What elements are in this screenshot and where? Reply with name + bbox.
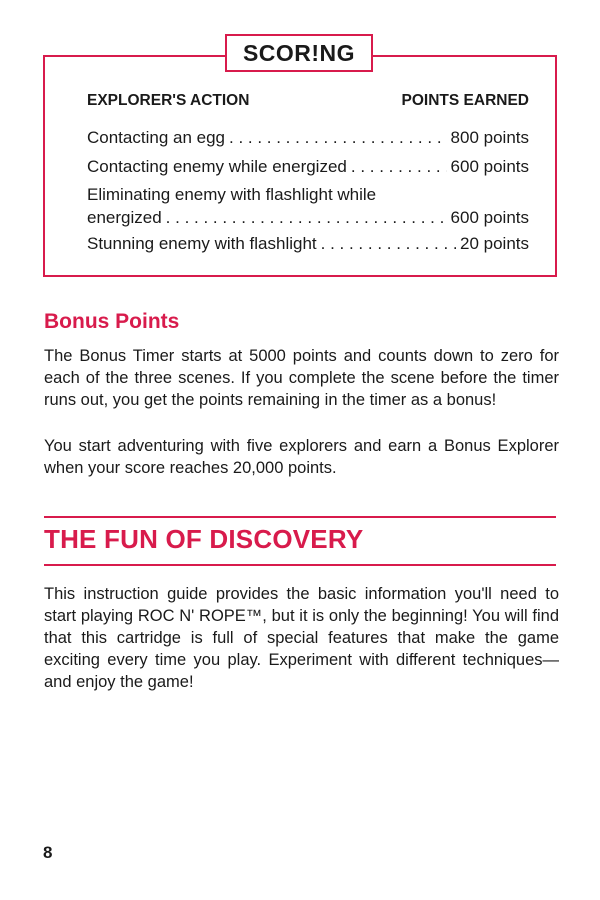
header-points-earned: POINTS EARNED	[401, 92, 529, 109]
score-action: Contacting enemy while energized	[87, 157, 347, 176]
discovery-heading: THE FUN OF DISCOVERY	[44, 524, 364, 554]
score-row-stunning-enemy	[87, 232, 529, 255]
score-row-egg	[87, 126, 529, 149]
dot-leader	[321, 232, 456, 255]
discovery-paragraph: This instruction guide provides the basic information you'll need to start playing ROC N' ROPE™, but it is only the beginning! You will find that this cartridge is full of special features that make the game exciting every time you play. Experiment with different techniques—and enjoy the game!	[44, 585, 559, 691]
score-points: 800 points	[450, 128, 529, 147]
dot-leader	[166, 206, 447, 229]
score-action-line1: Eliminating enemy with flashlight while	[87, 185, 377, 204]
bottom-divider	[44, 564, 556, 566]
score-points: 600 points	[450, 157, 529, 176]
scoring-title: SCOR!NG	[225, 34, 373, 72]
bonus-points-heading: Bonus Points	[44, 310, 180, 333]
bonus-paragraph-2: You start adventuring with five explorers and earn a Bonus Explorer when your score reaches 20,000 points.	[44, 437, 559, 477]
score-action: Contacting an egg	[87, 128, 225, 147]
dot-leader	[351, 155, 447, 178]
score-row-enemy-energized	[87, 155, 529, 178]
score-row-eliminating-enemy	[87, 183, 529, 229]
bonus-paragraph-1: The Bonus Timer starts at 5000 points and counts down to zero for each of the three scenes. If you complete the scene before the timer runs out, you get the points remaining in the timer as a bonus!	[44, 347, 559, 409]
top-divider	[44, 516, 556, 518]
score-action: Stunning enemy with flashlight	[87, 234, 317, 253]
dot-leader	[229, 126, 447, 149]
header-explorers-action: EXPLORER'S ACTION	[87, 92, 250, 109]
score-points: 20 points	[460, 234, 529, 253]
score-action: energized	[87, 208, 162, 227]
score-points: 600 points	[450, 208, 529, 227]
page-number: 8	[43, 843, 53, 862]
